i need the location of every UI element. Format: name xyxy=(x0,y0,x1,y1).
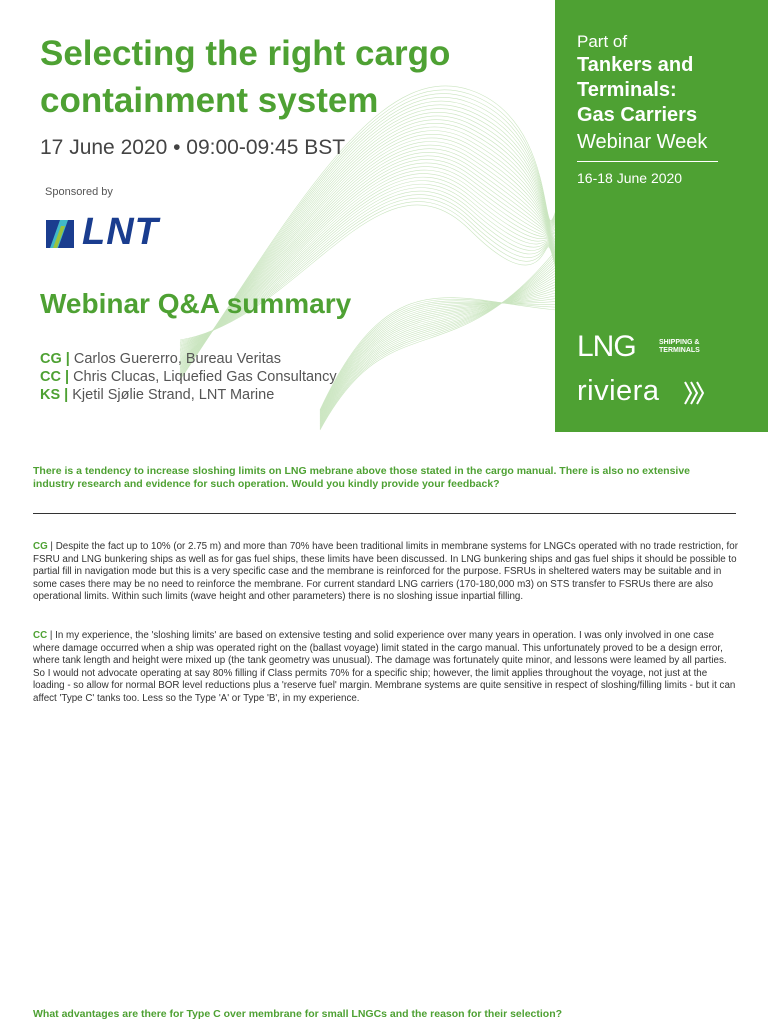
wave-line xyxy=(180,177,556,350)
wave-line xyxy=(320,298,556,410)
wave-line xyxy=(180,202,556,342)
panel-dates: 16-18 June 2020 xyxy=(577,170,683,186)
wave-line xyxy=(320,253,556,429)
wave-line xyxy=(180,184,556,347)
wave-line xyxy=(180,195,556,344)
speaker-list xyxy=(40,350,337,404)
lng-logo-subtext: SHIPPING & TERMINALS xyxy=(659,339,700,354)
lnt-mark-icon xyxy=(44,218,76,250)
speaker-name: Carlos Guererro, Bureau Veritas xyxy=(73,351,281,367)
speaker-row xyxy=(40,386,337,404)
wave-line xyxy=(320,296,556,415)
speaker-row xyxy=(40,368,337,386)
speaker-row xyxy=(40,350,337,368)
summary-title: Webinar Q&A summary xyxy=(40,288,352,319)
event-line: Tankers and xyxy=(577,54,694,76)
lng-logo-text: LNG xyxy=(577,330,636,363)
answer-speaker: CC xyxy=(33,630,48,641)
event-line: Gas Carriers xyxy=(577,104,698,126)
sponsored-label: Sponsored by xyxy=(45,186,113,198)
wave-line xyxy=(320,301,556,412)
chevrons-right-icon xyxy=(682,376,706,410)
wave-line xyxy=(180,134,556,364)
answer-block xyxy=(33,541,738,604)
wave-line xyxy=(180,198,556,342)
answer-text: | Despite the fact up to 10% (or 2.75 m) and more than 70% have been traditional limits in membrane systems for LNGCs operated with no trade restriction, for FSRU and LNG bunkering ships as well as for gas fuel ships, these limits have been discussed. In LNG bunkering ships and gas fuel ships it should be possible to partial fill in navigation mode but this is a very specific case and the membrane is reinforced for the purpose. FSRUs in sheltered waters may be suitable and in some cases there may be no need to reinforce the membrane. For current standard LNG carriers (170-180,000 m3) on STS transfer to FSRUs there are also operational limits. Within such limits (wave height and other parameters) there is no sloshing issue inpartial filling. xyxy=(33,541,738,603)
answer-text: | In my experience, the 'sloshing limits' are based on extensive testing and solid experience over many years in operation. I was only involved in one case where damage occurred when a ship was operated right on the (ballast voyage) limit stated in the cargo manual. This unfortunately proved to be a design error, where tank length and height were mixed up (the tank geometry was unusual). The damage was fortunately quite minor, and lessons were leamed by all parties. So I would not advocate operating at say 80% filling if Class permits 70% for a specific ship; however, the limit applies throughout the voyage, not just at the loading - so allow for normal BOR level reductions plus a 'reserve fuel' margin. Membrane systems are quite sensitive in respect of sloshing/filling limits - but it can affect 'Type C' tanks too. Less so the Type 'A' or Type 'B', in my experience. xyxy=(33,630,736,704)
panel-week: Webinar Week xyxy=(577,131,708,153)
wave-line xyxy=(180,191,556,345)
wave-line xyxy=(180,127,556,367)
panel-event-name xyxy=(577,53,697,128)
event-panel xyxy=(555,0,768,432)
wave-line xyxy=(320,250,556,430)
wave-line xyxy=(180,174,556,351)
page-title: Selecting the right cargo containment system xyxy=(40,34,451,120)
riviera-logo: riviera xyxy=(577,375,660,407)
question-text: There is a tendency to increase sloshing limits on LNG mebrane above those stated in the cargo manual. There is also no extensive industry research and evidence for such operation. Would you kindly provide your feedback? xyxy=(33,465,691,490)
lng-logo xyxy=(577,330,700,364)
speaker-initials: CC | xyxy=(40,369,70,385)
panel-divider xyxy=(577,161,718,162)
speaker-name: Chris Clucas, Liquefied Gas Consultancy xyxy=(73,369,337,385)
lnt-logo-text: LNT xyxy=(82,211,159,253)
wave-line xyxy=(180,149,556,360)
wave-line xyxy=(320,261,556,426)
panel-part-of: Part of xyxy=(577,32,628,51)
wave-line xyxy=(180,145,556,361)
speaker-initials: CG | xyxy=(40,351,70,367)
question-text: What advantages are there for Type C over membrane for small LNGCs and the reason for their selection? xyxy=(33,1008,563,1020)
answer-speaker: CG xyxy=(33,541,48,552)
wave-line xyxy=(320,256,556,428)
speaker-name: Kjetil Sjølie Strand, LNT Marine xyxy=(72,387,275,403)
wave-line xyxy=(180,188,556,346)
speaker-initials: KS | xyxy=(40,387,69,403)
wave-line xyxy=(180,141,556,361)
event-datetime: 17 June 2020 • 09:00-09:45 BST xyxy=(40,136,346,159)
section-divider xyxy=(33,513,736,514)
event-line: Terminals: xyxy=(577,79,677,101)
answer-block xyxy=(33,630,738,706)
lnt-logo xyxy=(44,211,189,255)
wave-line xyxy=(320,259,556,428)
wave-line xyxy=(180,131,556,366)
